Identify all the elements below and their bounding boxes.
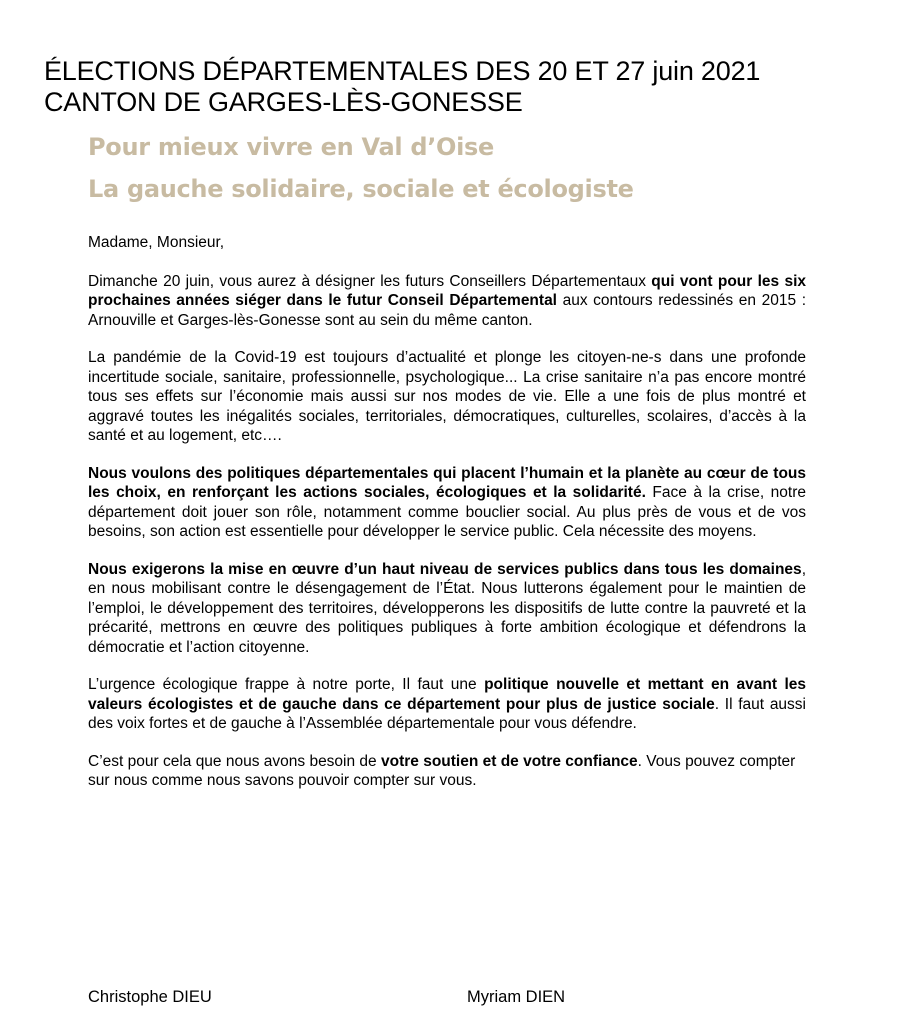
paragraph-5-text-a: L’urgence écologique frappe à notre porte, Il faut une (88, 676, 485, 693)
paragraph-3-text: Face à la crise, notre département doit jouer son rôle, notamment comme bouclier social. Au plus près de vous et de vos besoins, son action est essentielle pour développer le service public. Cela nécessite des moyens. (88, 484, 806, 540)
signature-myriam: Myriam DIEN (467, 988, 566, 1006)
slogan-line-2: La gauche solidaire, sociale et écologiste (88, 175, 634, 203)
paragraph-5 (88, 675, 806, 734)
paragraph-6 (88, 752, 806, 791)
paragraph-1 (88, 272, 806, 331)
paragraph-3-bold: Nous voulons des politiques départementales qui placent l’humain et la planète au cœur de tous les choix, en renforçant les actions sociales, écologiques et la solidarité. (88, 464, 806, 501)
signature-christophe: Christophe DIEU (88, 988, 212, 1006)
paragraph-6-bold: votre soutien et de votre confiance (380, 752, 638, 770)
slogan-line-1: Pour mieux vivre en Val d’Oise (88, 133, 495, 161)
paragraph-1-text-a: Dimanche 20 juin, vous aurez à désigner les futurs Conseillers Départementaux (88, 272, 652, 290)
paragraph-4 (88, 560, 806, 658)
greeting: Madame, Monsieur, (88, 234, 225, 251)
paragraph-1-text-c: aux contours redessinés en 2015 : Arnouville et Garges-lès-Gonesse sont au sein du même canton. (88, 292, 806, 329)
paragraph-1-bold: qui vont pour les six prochaines années siéger dans le futur Conseil Départemental (88, 272, 807, 309)
letter-body (88, 233, 806, 809)
paragraph-6-text-a: C’est pour cela que nous avons besoin de (88, 752, 381, 770)
canton-title: CANTON DE GARGES-LÈS-GONESSE (44, 87, 523, 117)
paragraph-3 (88, 464, 806, 542)
paragraph-5-bold: politique nouvelle et mettant en avant les valeurs écologistes et de gauche dans ce département pour plus de justice sociale (88, 676, 806, 713)
slogan (88, 126, 634, 210)
paragraph-5-text-c: . Il faut aussi des voix fortes et de gauche à l’Assemblée départementale pour vous défendre. (88, 695, 807, 732)
paragraph-4-text: , en nous mobilisant contre le désengagement de l’État. Nous lutterons également pour le maintien de l’emploi, le développement des territoires, développerons les dispositifs de lutte contre la pauvreté et la précarité, mettrons en œuvre des politiques publiques à forte ambition écologique et défendrons la démocratie et l’action citoyenne. (88, 560, 806, 656)
paragraph-6-text-c: . Vous pouvez compter sur nous comme nous savons pouvoir compter sur vous. (88, 752, 796, 789)
election-header (44, 56, 760, 118)
paragraph-2: La pandémie de la Covid-19 est toujours d’actualité et plonge les citoyen-ne-s dans une profonde incertitude sociale, sanitaire, professionnelle, psychologique... La crise sanitaire n’a pas encore montré tous ses effets sur l’économie mais aussi sur nos modes de vie. Elle a une fois de plus montré et aggravé toutes les inégalités sociales, territoriales, démocratiques, culturelles, scolaires, d’accès à la santé et au logement, etc…. (88, 349, 806, 444)
paragraph-4-bold: Nous exigerons la mise en œuvre d’un haut niveau de services publics dans tous les domaines (88, 560, 802, 578)
election-title: ÉLECTIONS DÉPARTEMENTALES DES 20 ET 27 juin 2021 (44, 56, 761, 86)
